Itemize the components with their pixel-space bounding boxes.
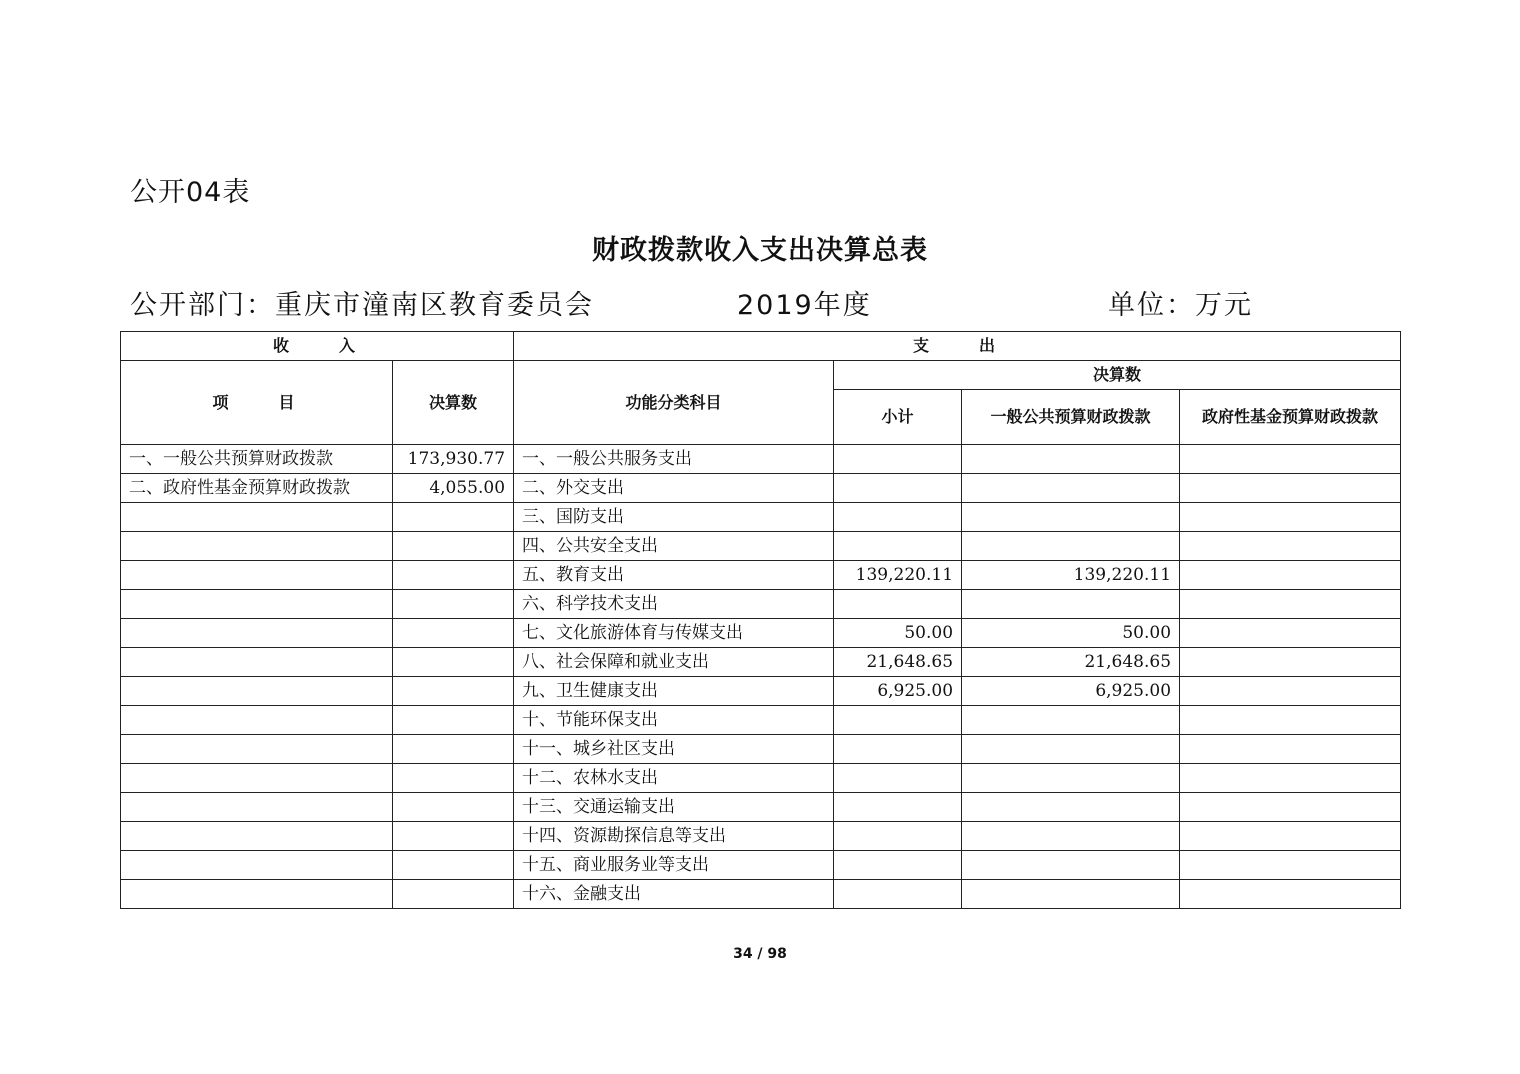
general-budget-cell (962, 793, 1180, 822)
table-row (121, 706, 1401, 735)
unit-label: 单位：万元 (1108, 290, 1253, 321)
income-item-cell (121, 880, 393, 909)
income-item-cell (121, 851, 393, 880)
income-amount-cell (393, 561, 514, 590)
gov-fund-cell (1180, 822, 1401, 851)
general-budget-cell: 21,648.65 (962, 648, 1180, 677)
general-budget-cell: 139,220.11 (962, 561, 1180, 590)
category-cell: 六、科学技术支出 (514, 590, 834, 619)
table-row (121, 648, 1401, 677)
gov-fund-cell (1180, 880, 1401, 909)
income-item-cell (121, 503, 393, 532)
table-row (121, 561, 1401, 590)
general-budget-cell (962, 590, 1180, 619)
category-cell: 五、教育支出 (514, 561, 834, 590)
income-item-cell (121, 822, 393, 851)
income-amount-cell (393, 735, 514, 764)
income-amount-cell (393, 822, 514, 851)
income-amount-cell (393, 793, 514, 822)
income-item-cell (121, 619, 393, 648)
gov-fund-cell (1180, 706, 1401, 735)
category-header: 功能分类科目 (514, 361, 834, 445)
amount-header: 决算数 (393, 361, 514, 445)
expense-header: 支 出 (514, 332, 1401, 361)
table-row (121, 532, 1401, 561)
income-item-cell (121, 677, 393, 706)
table-row (121, 851, 1401, 880)
income-amount-cell (393, 619, 514, 648)
income-amount-cell (393, 590, 514, 619)
gov-fund-cell (1180, 445, 1401, 474)
subtotal-cell (834, 735, 962, 764)
gov-fund-cell (1180, 851, 1401, 880)
gov-fund-header: 政府性基金预算财政拨款 (1180, 390, 1401, 445)
general-budget-cell (962, 851, 1180, 880)
gov-fund-cell (1180, 561, 1401, 590)
income-amount-cell (393, 532, 514, 561)
gov-fund-cell (1180, 532, 1401, 561)
table-row (121, 764, 1401, 793)
category-cell: 十、节能环保支出 (514, 706, 834, 735)
budget-summary-table (120, 331, 1401, 909)
table-number: 公开04表 (130, 177, 251, 208)
income-item-cell (121, 561, 393, 590)
income-amount-cell (393, 503, 514, 532)
category-cell: 四、公共安全支出 (514, 532, 834, 561)
general-budget-cell (962, 822, 1180, 851)
gov-fund-cell (1180, 590, 1401, 619)
general-budget-cell (962, 764, 1180, 793)
income-item-cell: 一、一般公共预算财政拨款 (121, 445, 393, 474)
item-header: 项 目 (121, 361, 393, 445)
gov-fund-cell (1180, 503, 1401, 532)
category-cell: 三、国防支出 (514, 503, 834, 532)
subtotal-cell: 21,648.65 (834, 648, 962, 677)
department-label: 公开部门：重庆市潼南区教育委员会 (130, 290, 594, 321)
subtotal-cell: 6,925.00 (834, 677, 962, 706)
general-budget-cell (962, 474, 1180, 503)
subtotal-cell (834, 503, 962, 532)
income-header: 收 入 (121, 332, 514, 361)
category-cell: 七、文化旅游体育与传媒支出 (514, 619, 834, 648)
income-amount-cell: 4,055.00 (393, 474, 514, 503)
gov-fund-cell (1180, 648, 1401, 677)
table-row (121, 474, 1401, 503)
document-title: 财政拨款收入支出决算总表 (592, 235, 928, 266)
general-budget-cell (962, 706, 1180, 735)
gov-fund-cell (1180, 619, 1401, 648)
category-cell: 八、社会保障和就业支出 (514, 648, 834, 677)
category-cell: 十四、资源勘探信息等支出 (514, 822, 834, 851)
income-item-cell (121, 793, 393, 822)
subtotal-cell (834, 445, 962, 474)
general-budget-cell: 6,925.00 (962, 677, 1180, 706)
general-budget-cell (962, 880, 1180, 909)
subtotal-cell (834, 851, 962, 880)
subtotal-cell (834, 532, 962, 561)
category-cell: 九、卫生健康支出 (514, 677, 834, 706)
category-cell: 十五、商业服务业等支出 (514, 851, 834, 880)
income-item-cell (121, 735, 393, 764)
subtotal-cell (834, 706, 962, 735)
gov-fund-cell (1180, 677, 1401, 706)
income-amount-cell (393, 677, 514, 706)
income-item-cell: 二、政府性基金预算财政拨款 (121, 474, 393, 503)
general-budget-header: 一般公共预算财政拨款 (962, 390, 1180, 445)
table-row (121, 793, 1401, 822)
subtotal-cell (834, 474, 962, 503)
gov-fund-cell (1180, 793, 1401, 822)
category-cell: 十一、城乡社区支出 (514, 735, 834, 764)
income-amount-cell (393, 706, 514, 735)
page-number: 34 / 98 (733, 946, 787, 962)
final-amount-header: 决算数 (834, 361, 1401, 390)
income-item-cell (121, 764, 393, 793)
gov-fund-cell (1180, 474, 1401, 503)
general-budget-cell (962, 735, 1180, 764)
general-budget-cell (962, 503, 1180, 532)
income-amount-cell (393, 764, 514, 793)
general-budget-cell (962, 532, 1180, 561)
table-row (121, 590, 1401, 619)
table-row (121, 735, 1401, 764)
table-row (121, 445, 1401, 474)
income-item-cell (121, 590, 393, 619)
category-cell: 二、外交支出 (514, 474, 834, 503)
table-row (121, 619, 1401, 648)
gov-fund-cell (1180, 764, 1401, 793)
income-item-cell (121, 648, 393, 677)
gov-fund-cell (1180, 735, 1401, 764)
category-cell: 十三、交通运输支出 (514, 793, 834, 822)
general-budget-cell (962, 445, 1180, 474)
income-amount-cell (393, 851, 514, 880)
subtotal-cell (834, 793, 962, 822)
income-amount-cell (393, 648, 514, 677)
fiscal-year-label: 2019年度 (737, 290, 872, 321)
income-item-cell (121, 706, 393, 735)
table-row (121, 677, 1401, 706)
income-item-cell (121, 532, 393, 561)
subtotal-cell (834, 822, 962, 851)
table-row (121, 880, 1401, 909)
category-cell: 一、一般公共服务支出 (514, 445, 834, 474)
table-row (121, 822, 1401, 851)
subtotal-cell (834, 590, 962, 619)
subtotal-header: 小计 (834, 390, 962, 445)
category-cell: 十二、农林水支出 (514, 764, 834, 793)
table-row (121, 503, 1401, 532)
income-amount-cell: 173,930.77 (393, 445, 514, 474)
subtotal-cell (834, 880, 962, 909)
subtotal-cell (834, 764, 962, 793)
subtotal-cell: 50.00 (834, 619, 962, 648)
category-cell: 十六、金融支出 (514, 880, 834, 909)
income-amount-cell (393, 880, 514, 909)
subtotal-cell: 139,220.11 (834, 561, 962, 590)
general-budget-cell: 50.00 (962, 619, 1180, 648)
